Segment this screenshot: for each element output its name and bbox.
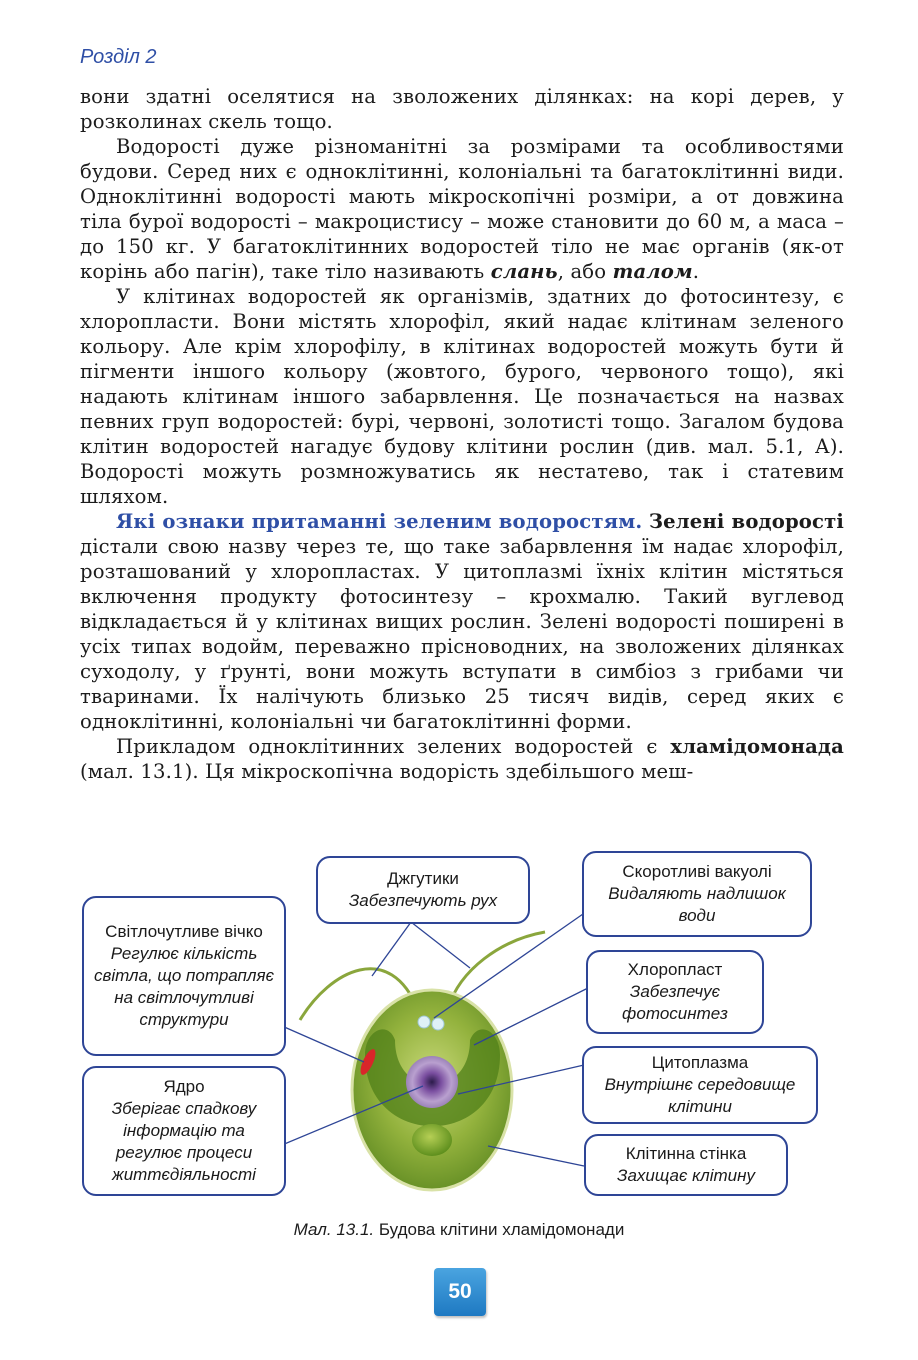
leader-cell-wall bbox=[488, 1146, 584, 1166]
callout-cytoplasm bbox=[582, 1046, 818, 1124]
callout-eyespot-desc: Регулює кількість світла, що потрапляє на світлочутливі структури bbox=[93, 944, 275, 1029]
leader-flagella-1 bbox=[372, 922, 411, 976]
callout-flagella bbox=[316, 856, 530, 924]
callout-chloroplast bbox=[586, 950, 764, 1034]
figure-caption-number: Мал. 13.1. bbox=[293, 1220, 375, 1239]
body-text bbox=[80, 84, 844, 784]
section-question-heading: Які ознаки притаманні зеленим водоростям. bbox=[116, 510, 643, 533]
paragraph-1: вони здатні оселятися на зволожених ділянках: на корі дерев, у розколинах скель тощо. bbox=[80, 85, 844, 133]
pyrenoid-shape bbox=[412, 1124, 452, 1156]
leader-chloroplast bbox=[474, 988, 588, 1045]
callout-cytoplasm-title: Цитоплазма bbox=[651, 1053, 749, 1072]
callout-cell-wall-desc: Захищає клітину bbox=[617, 1166, 755, 1185]
vacuole-shape-2 bbox=[432, 1018, 444, 1030]
page-number-badge: 50 bbox=[434, 1268, 486, 1316]
callout-vacuoles-desc: Видаляють надлишок води bbox=[608, 884, 786, 925]
callout-nucleus-desc: Зберігає спадкову інформацію та регулює процеси життєдіяльності bbox=[111, 1099, 257, 1184]
figure-caption bbox=[0, 1220, 918, 1240]
callout-eyespot bbox=[82, 896, 286, 1056]
callout-chloroplast-title: Хлоропласт bbox=[627, 960, 723, 979]
callout-flagella-title: Джгутики bbox=[387, 869, 459, 888]
paragraph-2-end: . bbox=[692, 260, 700, 283]
term-slan: слань bbox=[490, 260, 558, 283]
paragraph-5-rest: (мал. 13.1). Ця мікроскопічна водорість здебільшого меш- bbox=[80, 760, 694, 783]
chlamydomonas-figure bbox=[0, 840, 918, 1220]
paragraph-3: У клітинах водоростей як організмів, здатних до фотосинтезу, є хлоропласти. Вони містять хлорофіл, який надає клітинам зеленого кольору. Але крім хлорофілу, в клітинах водоростей можуть бути й пігменти іншого кольору (жовтого, бурого, червоного тощо), які надають клітинам іншого забарвлення. Це позначається на назвах певних груп водоростей: бурі, червоні, золотисті тощо. Загалом будова клітин водоростей нагадує будову клітини рослин (див. мал. 5.1, А). Водорості можуть розмножуватись як нестатево, так і статевим шляхом. bbox=[80, 285, 844, 508]
leader-eyespot bbox=[282, 1026, 364, 1062]
term-talom: талом bbox=[612, 260, 693, 283]
term-green-algae: Зелені водорості bbox=[648, 510, 844, 533]
callout-nucleus-title: Ядро bbox=[163, 1077, 205, 1096]
callout-cell-wall bbox=[584, 1134, 788, 1196]
paragraph-4 bbox=[80, 509, 844, 734]
callout-cell-wall-title: Клітинна стінка bbox=[625, 1144, 747, 1163]
callout-vacuoles-title: Скоротливі вакуолі bbox=[622, 862, 772, 881]
figure-caption-text: Будова клітини хламідомонади bbox=[378, 1220, 625, 1239]
callout-vacuoles bbox=[582, 851, 812, 937]
callout-chloroplast-desc: Забезпечує фотосинтез bbox=[622, 982, 728, 1023]
vacuole-shape bbox=[418, 1016, 430, 1028]
paragraph-5-text: Прикладом одноклітинних зелених водоростей є bbox=[116, 735, 671, 758]
section-label: Розділ 2 bbox=[80, 46, 157, 68]
callout-eyespot-title: Світлочутливе вічко bbox=[105, 922, 263, 941]
callout-flagella-desc: Забезпечують рух bbox=[348, 891, 498, 910]
paragraph-4-text: дістали свою назву через те, що таке забарвлення їм надає хлорофіл, розташований у хлоропластах. У цитоплазмі їхніх клітин містяться включення продукту фотосинтезу – крохмалю. Такий вуглевод відкладається й у клітинах вищих рослин. Зелені водорості поширені в усіх типах водойм, переважно прісноводних, на зволожених ділянках суходолу, у ґрунті, вони можуть вступати в симбіоз з грибами чи тваринами. Їх налічують близько 25 тисяч видів, серед яких є одноклітинні, колоніальні чи багатоклітинні форми. bbox=[80, 535, 844, 733]
paragraph-2-mid: , або bbox=[557, 260, 613, 283]
callout-cytoplasm-desc: Внутрішнє середовище клітини bbox=[604, 1075, 796, 1116]
leader-flagella-2 bbox=[411, 922, 470, 968]
term-chlamydomonas: хламідомонада bbox=[670, 735, 844, 758]
callout-nucleus bbox=[82, 1066, 286, 1196]
paragraph-2 bbox=[80, 134, 844, 284]
paragraph-5 bbox=[80, 734, 844, 784]
nucleus-shape bbox=[406, 1056, 458, 1108]
paragraph-2-text: Водорості дуже різноманітні за розмірами та особливостями будови. Серед них є одноклітинні, колоніальні та багатоклітинні види. Одноклітинні водорості мають мікроскопічні розміри, а от довжина тіла бурої водорості – макроцистису – може становити до 60 м, а маса – до 150 кг. У багатоклітинних водоростей тіло не має органів (як-от корінь або пагін), таке тіло називають bbox=[80, 135, 844, 283]
